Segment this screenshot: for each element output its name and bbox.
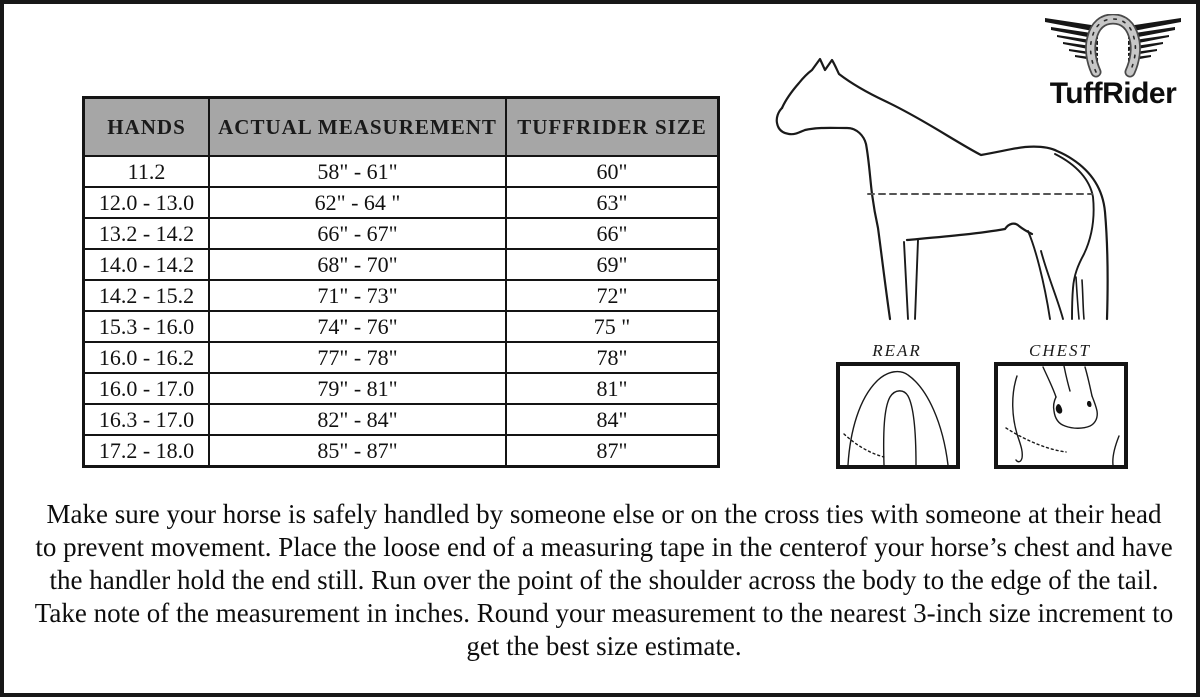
- table-cell: 78": [506, 342, 719, 373]
- instructions-text: Make sure your horse is safely handled by someone else or on the cross ties with someone at their head to prevent movement. Place the loose end of a measuring tape in the centerof your horse’s chest and have the handler hold the end still. Run over the point of the shoulder across the body to the edge of the tail. Take note of the measurement in inches. Round your measurement to the nearest 3-inch size increment to get the best size estimate.: [34, 499, 1174, 661]
- table-cell: 79" - 81": [209, 373, 506, 404]
- table-cell: 16.0 - 17.0: [84, 373, 210, 404]
- rear-label: REAR: [872, 341, 922, 360]
- table-cell: 17.2 - 18.0: [84, 435, 210, 467]
- table-cell: 14.0 - 14.2: [84, 249, 210, 280]
- table-row: [84, 218, 719, 249]
- column-header: ACTUAL MEASUREMENT: [209, 98, 506, 157]
- size-chart-table: [82, 96, 720, 468]
- horse-head-front: [777, 108, 890, 319]
- table-cell: 12.0 - 13.0: [84, 187, 210, 218]
- table-cell: 15.3 - 16.0: [84, 311, 210, 342]
- table-row: [84, 404, 719, 435]
- table-row: [84, 156, 719, 187]
- horse-rump-line: [1055, 154, 1094, 319]
- table-cell: 82" - 84": [209, 404, 506, 435]
- horseshoe-icon: [1091, 19, 1136, 72]
- table-row: [84, 435, 719, 467]
- table-cell: 60": [506, 156, 719, 187]
- horse-belly: [907, 224, 1032, 240]
- table-row: [84, 249, 719, 280]
- table-row: [84, 342, 719, 373]
- rear-detail-svg: [840, 366, 956, 465]
- chest-inset-box: [994, 362, 1128, 469]
- chest-detail-svg: [998, 366, 1124, 465]
- table-row: [84, 373, 719, 404]
- size-table-header-row: [84, 98, 719, 157]
- horse-tail-strand: [1082, 280, 1084, 319]
- column-header: HANDS: [84, 98, 210, 157]
- table-cell: 68" - 70": [209, 249, 506, 280]
- brand-name: TuffRider: [1049, 77, 1177, 110]
- table-row: [84, 187, 719, 218]
- table-cell: 13.2 - 14.2: [84, 218, 210, 249]
- horse-tail-strand: [1076, 277, 1079, 319]
- table-cell: 16.0 - 16.2: [84, 342, 210, 373]
- table-row: [84, 311, 719, 342]
- table-cell: 58" - 61": [209, 156, 506, 187]
- table-cell: 87": [506, 435, 719, 467]
- table-cell: 77" - 78": [209, 342, 506, 373]
- size-table-body: [84, 156, 719, 467]
- brand-logo: [1037, 14, 1189, 112]
- table-cell: 75 ": [506, 311, 719, 342]
- table-cell: 16.3 - 17.0: [84, 404, 210, 435]
- table-cell: 72": [506, 280, 719, 311]
- horse-front-leg: [904, 242, 908, 319]
- rear-inset-box: [836, 362, 960, 469]
- table-cell: 14.2 - 15.2: [84, 280, 210, 311]
- table-cell: 85" - 87": [209, 435, 506, 467]
- logo-svg: [1037, 14, 1189, 112]
- table-cell: 84": [506, 404, 719, 435]
- horse-hind-leg: [1028, 231, 1050, 319]
- table-cell: 69": [506, 249, 719, 280]
- chest-label: CHEST: [1029, 341, 1091, 360]
- table-cell: 63": [506, 187, 719, 218]
- table-cell: 11.2: [84, 156, 210, 187]
- table-cell: 66" - 67": [209, 218, 506, 249]
- horse-front-leg: [915, 240, 918, 319]
- table-cell: 71" - 73": [209, 280, 506, 311]
- table-cell: 62" - 64 ": [209, 187, 506, 218]
- table-cell: 66": [506, 218, 719, 249]
- column-header: TUFFRIDER SIZE: [506, 98, 719, 157]
- table-cell: 81": [506, 373, 719, 404]
- table-cell: 74" - 76": [209, 311, 506, 342]
- table-row: [84, 280, 719, 311]
